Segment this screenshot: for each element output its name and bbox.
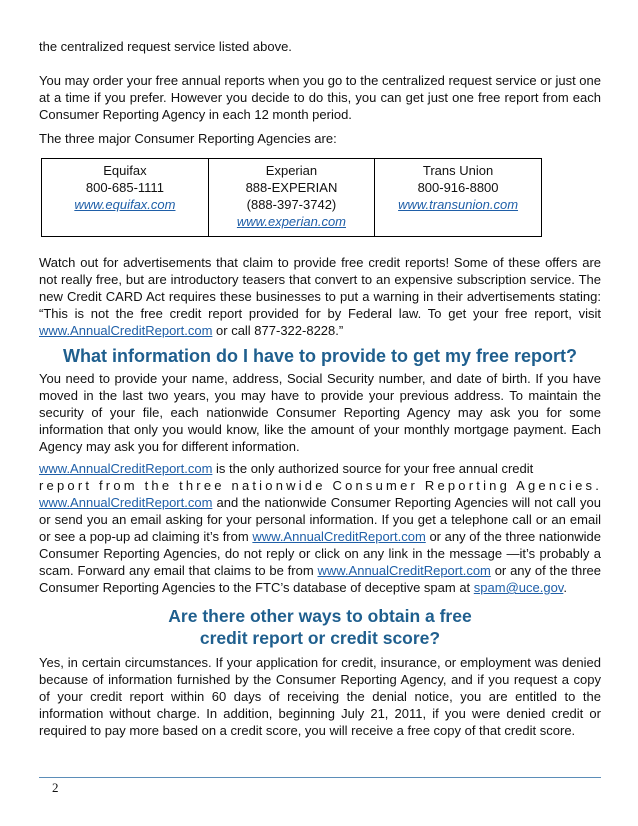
agency-phone: 800-685-1111: [85, 180, 164, 195]
annualcreditreport-link[interactable]: www.AnnualCreditReport.com: [39, 495, 213, 510]
annualcreditreport-link[interactable]: www.AnnualCreditReport.com: [39, 461, 213, 476]
heading-line-2: credit report or credit score?: [199, 628, 441, 648]
agencies-table-wrapper: [39, 158, 542, 237]
agency-phone-alt: (888-397-3742): [246, 197, 337, 212]
section-heading-other-ways: [39, 605, 601, 649]
text: or any of the three Consumer Reporting Agencies to the FTC’s database of deceptive spam at: [39, 563, 602, 595]
text: .: [563, 580, 567, 595]
agency-cell-equifax: [42, 159, 209, 237]
line-rest: [39, 494, 601, 596]
agency-phone: 800-916-8800: [417, 180, 499, 195]
agency-name: Trans Union: [422, 163, 494, 178]
heading-line-1: Are there other ways to obtain a free: [168, 606, 472, 626]
agency-cell-experian: [208, 159, 374, 237]
spaced-line: report from the three nationwide Consumer Reporting Agencies.: [39, 478, 603, 493]
agency-phone: 888-EXPERIAN: [245, 180, 338, 195]
line: [39, 460, 601, 477]
paragraph-other-ways: Yes, in certain circumstances. If your application for credit, insurance, or employment was denied because of information furnished by the Consumer Reporting Agency, and if you request a copy of your credit report within 60 days of receiving the denial notice, you are entitled to the information without charge. In addition, beginning July 21, 2011, if you were denied credit or required to pay more based on a credit score, you will receive a free copy of that credit score.: [39, 655, 601, 738]
paragraph-provide-info: You need to provide your name, address, Social Security number, and date of birth. If you have moved in the last two years, you may have to provide your previous address. To maintain the security of your file, each nationwide Consumer Reporting Agency may ask you for some information that only you would know, like the amount of your monthly mortgage payment. Each Agency may ask you for different information.: [39, 371, 601, 454]
footer-divider: [39, 777, 601, 778]
agency-cell-transunion: [375, 159, 542, 237]
agency-website-link[interactable]: www.equifax.com: [74, 197, 176, 212]
agencies-table: [41, 158, 542, 237]
warning-text: Watch out for advertisements that claim to provide free credit reports! Some of these offers are not really free, but are introductory teasers that convert to an expensive subscription service. The new Credit CARD Act requires these businesses to put a warning in their advertisements stating: “This is not the free credit report provided for by Federal law. To get your free report, visit: [39, 255, 601, 321]
warning-text-end: or call 877-322-8228.”: [212, 323, 344, 338]
paragraph-authorized-source: [39, 460, 601, 596]
text: or any of the three nationwide Consumer Reporting Agencies, do not reply or click on any link in the message —it’s probably a scam. Forward any email that claims to be from: [39, 529, 602, 578]
annualcreditreport-link[interactable]: www.AnnualCreditReport.com: [39, 323, 213, 338]
spam-email-link[interactable]: spam@uce.gov: [473, 580, 564, 595]
annualcreditreport-link[interactable]: www.AnnualCreditReport.com: [252, 529, 426, 544]
table-row: [42, 159, 542, 237]
agency-name: Equifax: [103, 163, 147, 178]
annualcreditreport-link[interactable]: www.AnnualCreditReport.com: [317, 563, 491, 578]
text: is the only authorized source for your free annual credit: [212, 461, 534, 476]
paragraph-agencies-intro: The three major Consumer Reporting Agencies are:: [39, 131, 337, 146]
agency-website-link[interactable]: www.transunion.com: [398, 197, 519, 212]
paragraph-warning: [39, 254, 601, 339]
page-number: 2: [52, 780, 59, 795]
agency-website-link[interactable]: www.experian.com: [236, 214, 347, 229]
paragraph-order-reports: You may order your free annual reports when you go to the centralized request service or just one at a time if you prefer. However you decide to do this, you can get just one free report from each Consumer Reporting Agency in each 12 month period.: [39, 73, 601, 122]
section-heading-info: What information do I have to provide to get my free report?: [62, 346, 578, 366]
paragraph-continuation: the centralized request service listed above.: [39, 39, 292, 54]
agency-name: Experian: [265, 163, 318, 178]
text: and the nationwide Consumer Reporting Agencies will not call you or send you an email asking for your personal information. If you get a telephone call or an email or see a pop-up ad claiming it’s from: [39, 495, 601, 544]
